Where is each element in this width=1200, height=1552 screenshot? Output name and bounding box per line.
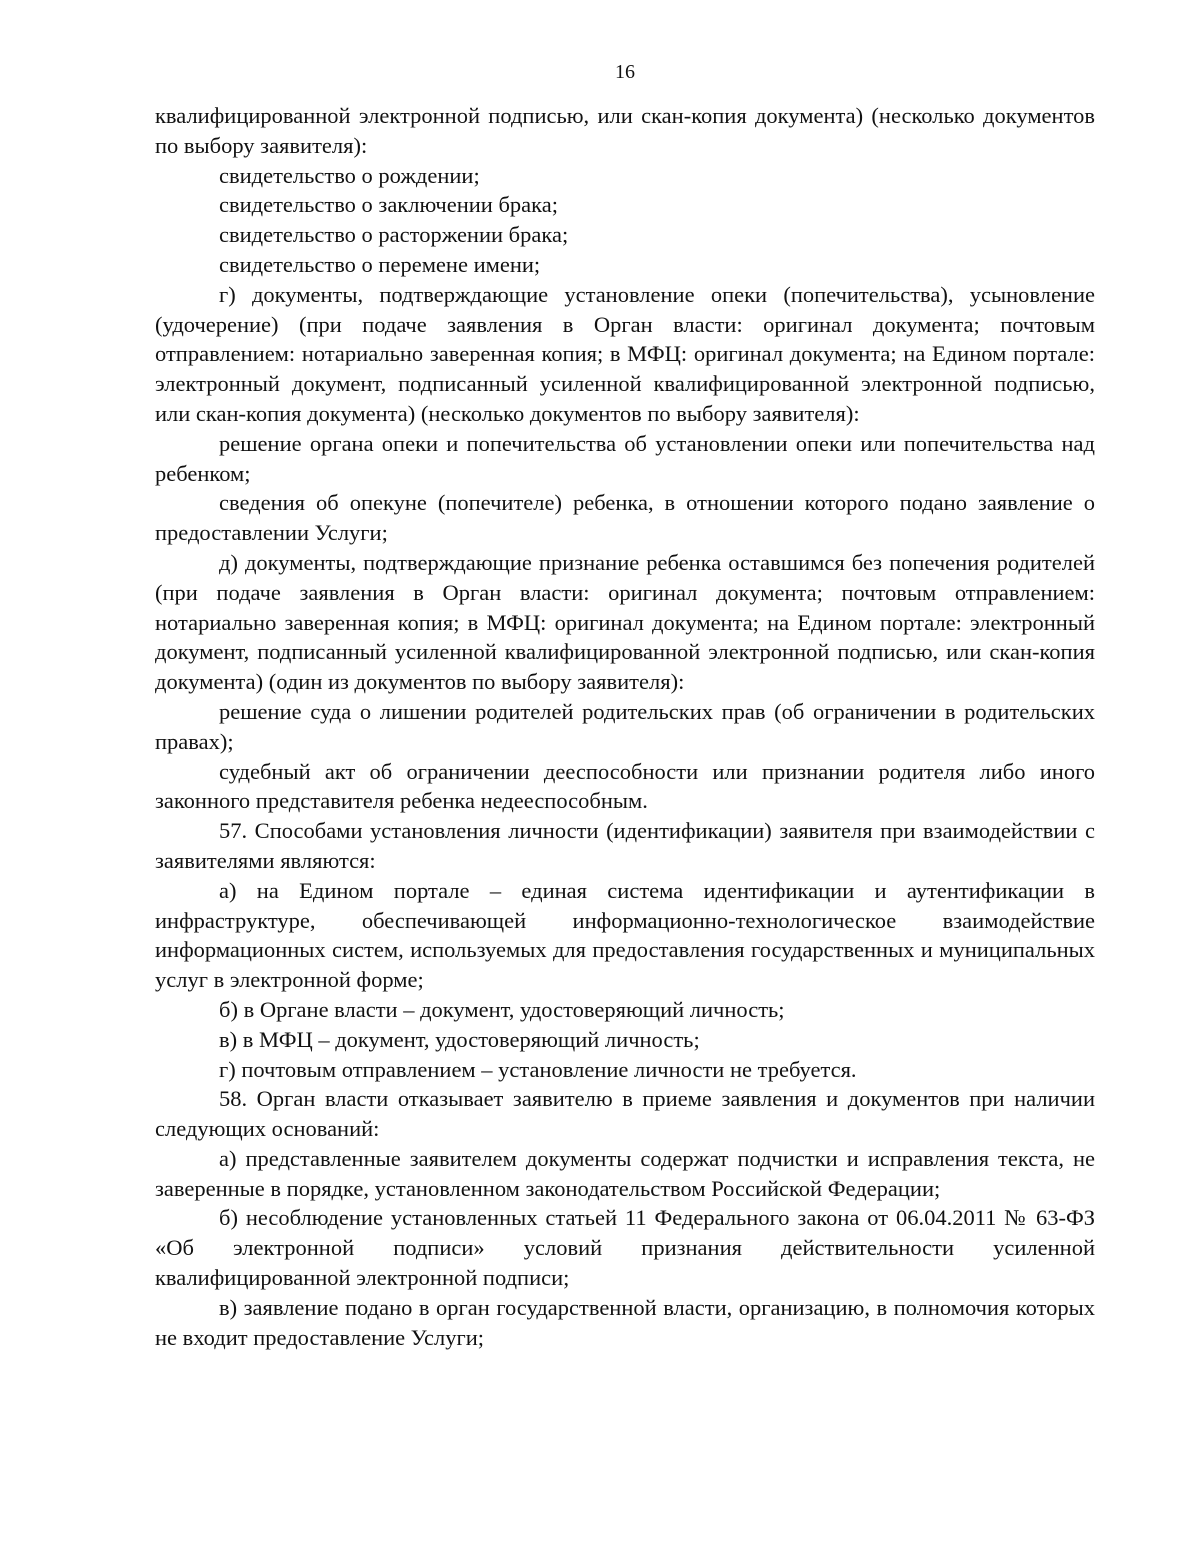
document-body — [155, 101, 1095, 1352]
list-item: б) в Органе власти – документ, удостоверяющий личность; — [219, 996, 785, 1022]
paragraph: решение суда о лишении родителей родительских прав (об ограничении в родительских правах); — [155, 698, 1095, 754]
paragraph: решение органа опеки и попечительства об установлении опеки или попечительства над ребенком; — [155, 430, 1095, 486]
paragraph: сведения об опекуне (попечителе) ребенка, в отношении которого подано заявление о предоставлении Услуги; — [155, 490, 1095, 546]
paragraph: в) заявление подано в орган государственной власти, организацию, в полномочия которых не входит предоставление Услуги; — [155, 1294, 1095, 1350]
paragraph: 57. Способами установления личности (идентификации) заявителя при взаимодействии с заявителями являются: — [155, 818, 1095, 873]
paragraph: б) несоблюдение установленных статьей 11 Федерального закона от 06.04.2011 № 63-ФЗ «Об электронной подписи» условий признания действительности усиленной квалифицированной электронной подписи; — [155, 1205, 1095, 1291]
paragraph: а) представленные заявителем документы содержат подчистки и исправления текста, не заверенные в порядке, установленном законодательством Российской Федерации; — [155, 1145, 1095, 1201]
list-item: г) почтовым отправлением – установление личности не требуется. — [219, 1056, 857, 1082]
list-item: в) в МФЦ – документ, удостоверяющий личность; — [219, 1026, 700, 1052]
list-item: свидетельство о расторжении брака; — [219, 222, 569, 248]
paragraph: г) документы, подтверждающие установление опеки (попечительства), усыновление (удочерение) (при подаче заявления в Орган власти: оригинал документа; почтовым отправлением: нотариально заверенная копия; в МФЦ: оригинал документа; на Едином портале: электронный документ, подписанный усиленной квалифицированной электронной подписью, или скан-копия документа) (несколько документов по выбору заявителя): — [155, 281, 1095, 426]
paragraph: а) на Едином портале – единая система идентификации и аутентификации в инфраструктуре, обеспечивающей информационно-технологическое взаимодействие информационных систем, используемых для предоставления государственных и муниципальных услуг в электронной форме; — [155, 877, 1095, 993]
paragraph: 58. Орган власти отказывает заявителю в приеме заявления и документов при наличии следующих оснований: — [155, 1086, 1095, 1142]
paragraph: д) документы, подтверждающие признание ребенка оставшимся без попечения родителей (при подаче заявления в Орган власти: оригинал документа; почтовым отправлением: нотариально заверенная копия; в МФЦ: оригинал документа; на Едином портале: электронный документ, подписанный усиленной квалифицированной электронной подписью, или скан-копия документа) (один из документов по выбору заявителя): — [155, 549, 1095, 695]
page-number: 16 — [615, 61, 635, 83]
list-item: свидетельство о перемене имени; — [219, 251, 541, 277]
paragraph: судебный акт об ограничении дееспособности или признании родителя либо иного законного представителя ребенка недееспособным. — [155, 758, 1095, 814]
list-item: свидетельство о заключении брака; — [219, 192, 558, 218]
paragraph: квалифицированной электронной подписью, или скан-копия документа) (несколько документов по выбору заявителя): — [155, 103, 1095, 158]
list-item: свидетельство о рождении; — [219, 162, 480, 188]
